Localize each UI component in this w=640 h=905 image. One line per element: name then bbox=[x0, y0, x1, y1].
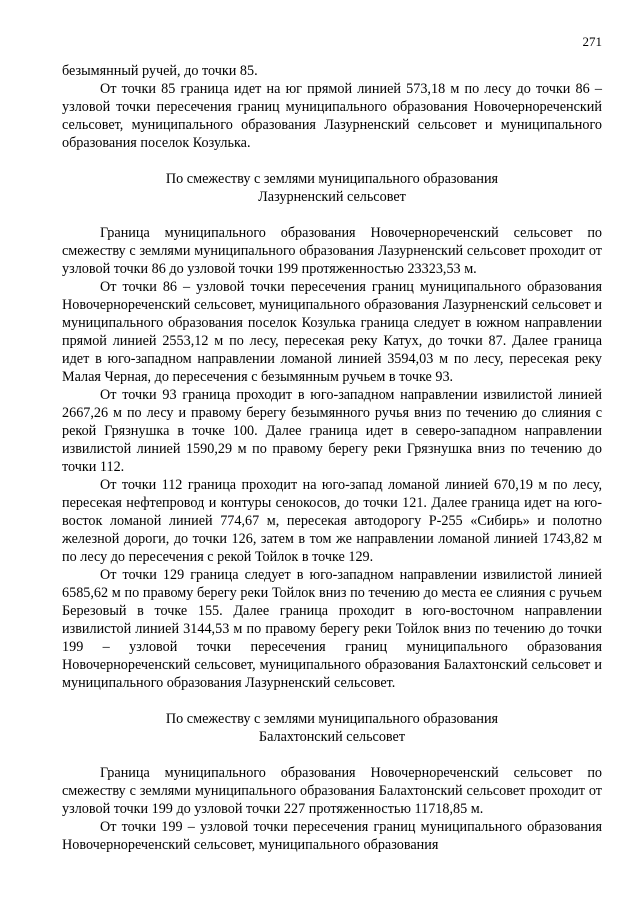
document-body bbox=[62, 62, 602, 854]
section-heading-lazurnensky bbox=[62, 170, 602, 206]
heading-line: Лазурненский сельсовет bbox=[258, 189, 406, 205]
paragraph: От точки 86 – узловой точки пересечения границ муниципального образования Новочернореченский сельсовет, муниципального образования Лазурненский сельсовет и муниципального образования поселок Козулька граница следует в южном направлении прямой линией 2553,12 м по лесу, пересекая реку Катух, до точки 87. Далее граница идет в юго-западном направлении ломаной линией 3594,03 м по лесу, пересекая реку Малая Черная, до пересечения с безымянным ручьем в точке 93. bbox=[62, 279, 602, 385]
page-number: 271 bbox=[582, 34, 602, 49]
heading-line: По смежеству с землями муниципального образования bbox=[165, 171, 499, 187]
paragraph: От точки 85 граница идет на юг прямой линией 573,18 м по лесу до точки 86 – узловой точки пересечения границ муниципального образования Новочернореченский сельсовет, муниципального образования Лазурненский сельсовет и муниципального образования поселок Козулька. bbox=[62, 81, 602, 151]
paragraph: Граница муниципального образования Новочернореченский сельсовет по смежеству с землями муниципального образования Лазурненский сельсовет проходит от узловой точки 86 до узловой точки 199 протяженностью 23323,53 м. bbox=[62, 225, 602, 277]
section-heading-balakhtonsky bbox=[62, 710, 602, 746]
paragraph: От точки 129 граница следует в юго-западном направлении извилистой линией 6585,62 м по правому берегу реки Тойлок вниз по течению до места ее слияния с ручьем Березовый в точке 155. Далее граница проходит в юго-восточном направлении извилистой линией 3144,53 м по правому берегу реки Тойлок вниз по течению до точки 199 – узловой точки пересечения границ муниципального образования Новочернореченский сельсовет, муниципального образования Балахтонский сельсовет и муниципального образования Лазурненский сельсовет. bbox=[62, 567, 602, 691]
heading-line: По смежеству с землями муниципального образования bbox=[165, 711, 499, 727]
paragraph: От точки 199 – узловой точки пересечения границ муниципального образования Новочернореченский сельсовет, муниципального образования bbox=[62, 819, 602, 853]
paragraph: От точки 93 граница проходит в юго-западном направлении извилистой линией 2667,26 м по лесу и правому берегу безымянного ручья вниз по течению до слияния с рекой Грязнушка в точке 100. Далее граница идет в северо-западном направлении извилистой линией 1590,29 м по правому берегу реки Грязнушка вниз по течению до точки 112. bbox=[62, 387, 602, 475]
heading-line: Балахтонский сельсовет bbox=[258, 729, 406, 745]
paragraph: безымянный ручей, до точки 85. bbox=[62, 63, 258, 79]
paragraph: Граница муниципального образования Новочернореченский сельсовет по смежеству с землями муниципального образования Балахтонский сельсовет проходит от узловой точки 199 до узловой точки 227 протяженностью 11718,85 м. bbox=[62, 765, 602, 817]
paragraph: От точки 112 граница проходит на юго-запад ломаной линией 670,19 м по лесу, пересекая нефтепровод и контуры сенокосов, до точки 121. Далее граница идет на юго-восток ломаной линией 774,67 м, пересекая автодорогу Р-255 «Сибирь» и полотно железной дороги, до точки 126, затем в том же направлении ломаной линией 1743,82 м по лесу до пересечения с рекой Тойлок в точке 129. bbox=[62, 477, 602, 565]
